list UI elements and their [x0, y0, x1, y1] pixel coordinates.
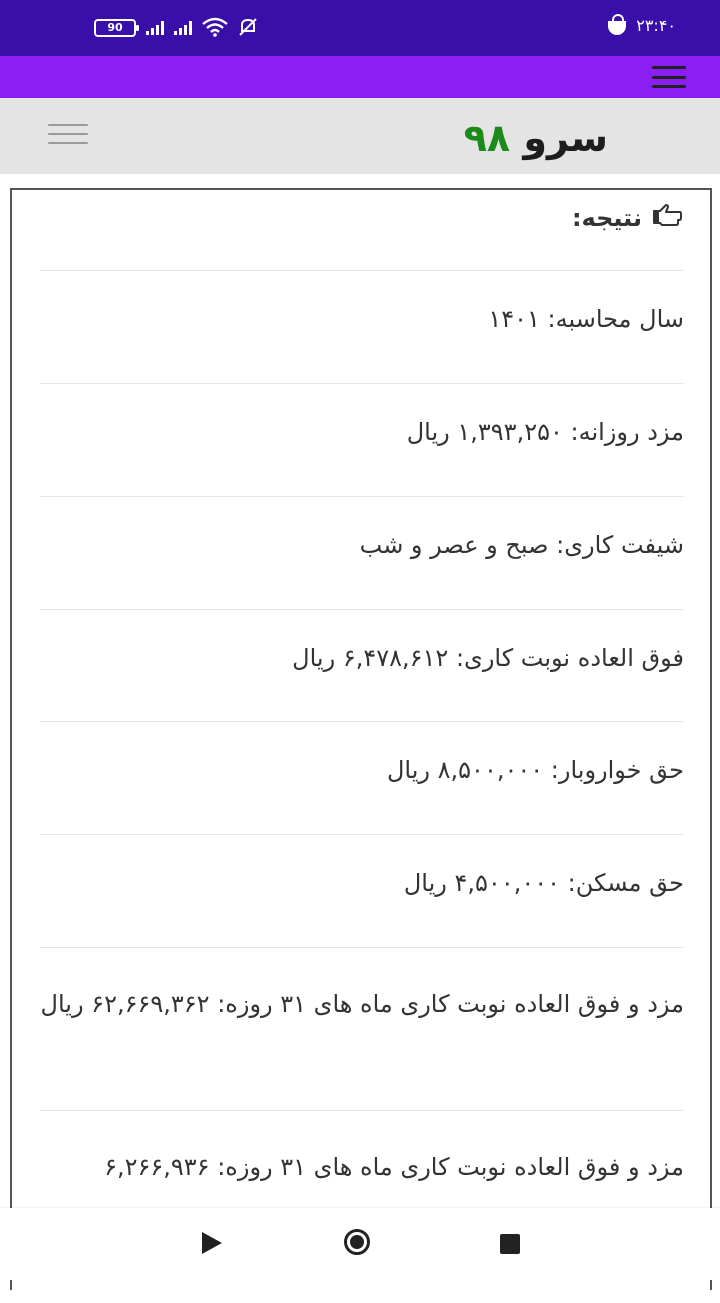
status-time: ۲۳:۴۰ [636, 16, 676, 35]
menu-icon[interactable] [652, 66, 686, 88]
pointing-hand-icon [652, 204, 682, 232]
home-icon[interactable] [344, 1229, 370, 1255]
back-icon[interactable] [202, 1232, 222, 1254]
recent-apps-icon[interactable] [500, 1234, 520, 1254]
logo-number: ۹۸ [463, 116, 511, 160]
logo-word: سرو [523, 116, 608, 160]
status-bar [0, 0, 720, 56]
row-text: حق مسکن: ۴,۵۰۰,۰۰۰ ریال [403, 869, 684, 897]
navigation-bar [0, 1208, 720, 1280]
result-title [572, 204, 682, 232]
result-title-text: نتیجه: [571, 204, 642, 232]
battery-icon: 90 [94, 19, 136, 37]
wifi-icon [202, 17, 228, 40]
site-logo[interactable] [464, 116, 608, 160]
app-bar [0, 56, 720, 98]
site-menu-icon[interactable] [48, 124, 88, 144]
row-text: حق خواروبار: ۸,۵۰۰,۰۰۰ ریال [386, 756, 684, 784]
result-card [10, 188, 712, 1290]
site-header [0, 98, 720, 174]
bag-icon [608, 21, 626, 35]
row-text: شیفت کاری: صبح و عصر و شب [359, 531, 684, 559]
row-text: مزد و فوق العاده نوبت کاری ماه های ۳۱ روزه: ۶۲,۶۶۹,۳۶۲ ریال [40, 990, 684, 1018]
status-right [608, 16, 676, 35]
row-text: فوق العاده نوبت کاری: ۶,۴۷۸,۶۱۲ ریال [292, 644, 684, 672]
row-text: مزد و فوق العاده نوبت کاری ماه های ۳۱ روزه: ۶,۲۶۶,۹۳۶ [104, 1153, 684, 1181]
row-text: سال محاسبه: ۱۴۰۱ [488, 305, 684, 333]
row-text: مزد روزانه: ۱,۳۹۳,۲۵۰ ریال [406, 418, 684, 446]
signal-icon [146, 21, 164, 35]
status-icons [94, 16, 258, 40]
bell-off-icon [238, 17, 258, 40]
signal-icon-2 [174, 21, 192, 35]
